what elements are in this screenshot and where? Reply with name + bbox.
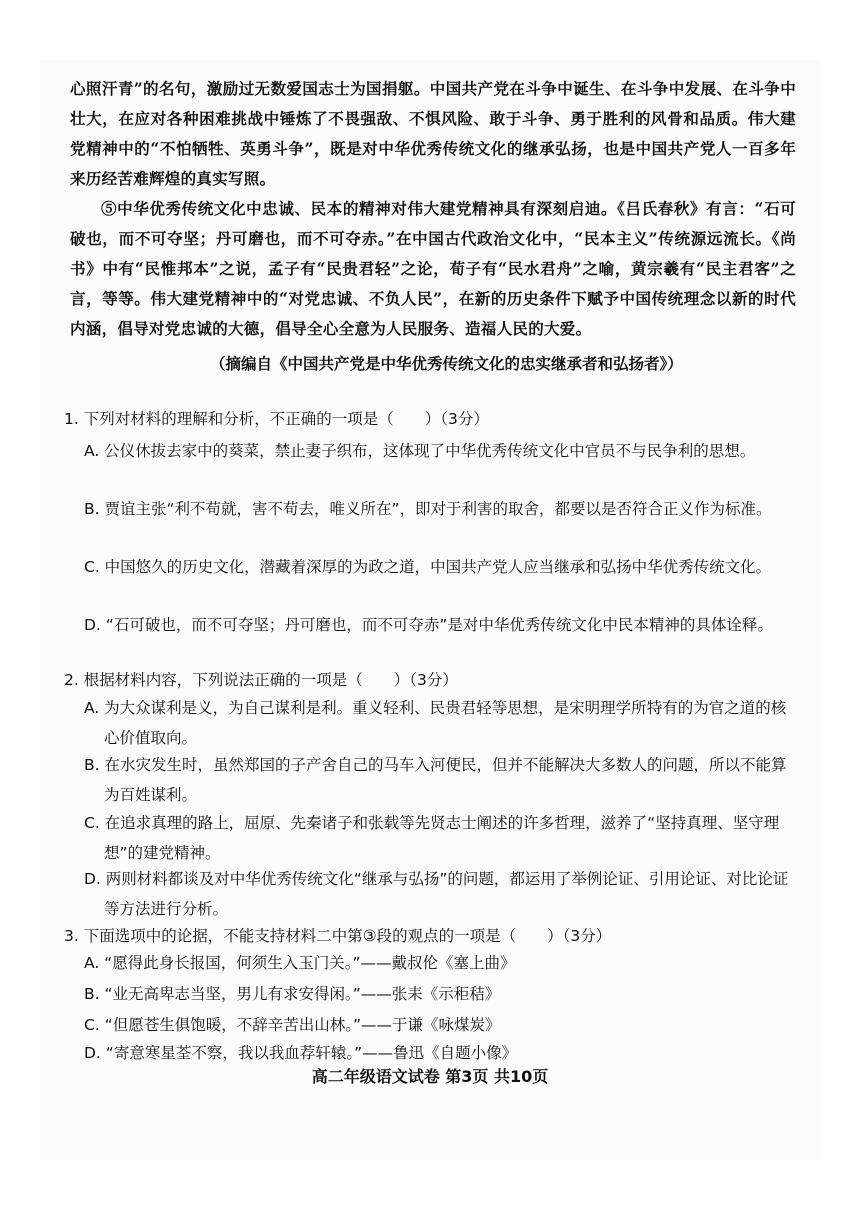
exam-page (40, 60, 820, 1160)
passage-paragraph-5: ⑤中华优秀传统文化中忠诚、民本的精神对伟大建党精神具有深刻启迪。《吕氏春秋》有言：“石可破也，而不可夺坚；丹可磨也，而不可夺赤。”在中国古代政治文化中，“民本主义”传统源远流长。《尚书》中有“民惟邦本”之说，孟子有“民贵君轻”之论，荀子有“民水君舟”之喻，黄宗羲有“民主君客”之言，等等。伟大建党精神中的“对党忠诚、不负人民”，在新的历史条件下赋予中国传统理念以新的时代内涵，倡导对党忠诚的大德，倡导全心全意为人民服务、造福人民的大爱。 (70, 199, 796, 338)
question-2-option-d: D. 两则材料都谈及对中华优秀传统文化“继承与弘扬”的问题，都运用了举例论证、引用论证、对比论证等方法进行分析。 (84, 870, 789, 918)
passage-paragraph-1: 心照汗青”的名句，激励过无数爱国志士为国捐躯。中国共产党在斗争中诞生、在斗争中发展、在斗争中壮大，在应对各种困难挑战中锤炼了不畏强敌、不惧风险、敢于斗争、勇于胜利的风骨和品质。伟大建党精神中的“不怕牺牲、英勇斗争”，既是对中华优秀传统文化的继承弘扬，也是中国共产党人一百多年来历经苦难辉煌的真实写照。 (70, 79, 796, 188)
question-1-option-c: C. 中国悠久的历史文化，潜藏着深厚的为政之道，中国共产党人应当继承和弘扬中华优秀传统文化。 (84, 558, 772, 576)
question-3-option-a: A. “愿得此身长报国，何须生入玉门关。”——戴叔伦《塞上曲》 (84, 954, 516, 972)
question-1-option-b: B. 贾谊主张“利不苟就，害不苟去，唯义所在”，即对于利害的取舍，都要以是否符合正义作为标准。 (84, 500, 772, 518)
question-2-stem: 2. 根据材料内容，下列说法正确的一项是（ ）（3分） (64, 671, 458, 689)
question-3-option-b: B. “业无高卑志当坚，男儿有求安得闲。”——张耒《示秬秸》 (84, 985, 501, 1003)
passage-source: （摘编自《中国共产党是中华优秀传统文化的忠实继承者和弘扬者》） (210, 354, 683, 373)
question-2-option-c: C. 在追求真理的路上，屈原、先秦诸子和张载等先贤志士阐述的许多哲理，滋养了“坚持真理、坚守理想”的建党精神。 (84, 814, 780, 862)
question-3-option-c: C. “但愿苍生俱饱暖，不辞辛苦出山林。”——于谦《咏煤炭》 (84, 1016, 501, 1034)
question-2-option-a: A. 为大众谋利是义，为自己谋利是利。重义轻利、民贵君轻等思想，是宋明理学所特有的为官之道的核心价值取向。 (84, 699, 787, 747)
question-2-option-b: B. 在水灾发生时，虽然郑国的子产舍自己的马车入河便民，但并不能解决大多数人的问题，所以不能算为百姓谋利。 (84, 756, 787, 804)
question-1-option-a: A. 公仪休拔去家中的葵菜，禁止妻子织布，这体现了中华优秀传统文化中官员不与民争利的思想。 (84, 442, 756, 460)
page-footer: 高二年级语文试卷 第3页 共10页 (311, 1067, 549, 1086)
question-1-option-d: D. “石可破也，而不可夺坚；丹可磨也，而不可夺赤”是对中华优秀传统文化中民本精神的具体诠释。 (84, 616, 773, 634)
question-1-stem: 1. 下列对材料的理解和分析，不正确的一项是（ ）（3分） (64, 410, 489, 428)
question-3-stem: 3. 下面选项中的论据，不能支持材料二中第③段的观点的一项是（ ）（3分） (64, 927, 612, 945)
question-3-option-d: D. “寄意寒星荃不察，我以我血荐轩辕。”——鲁迅《自题小像》 (84, 1044, 518, 1062)
reading-passage (70, 74, 796, 344)
